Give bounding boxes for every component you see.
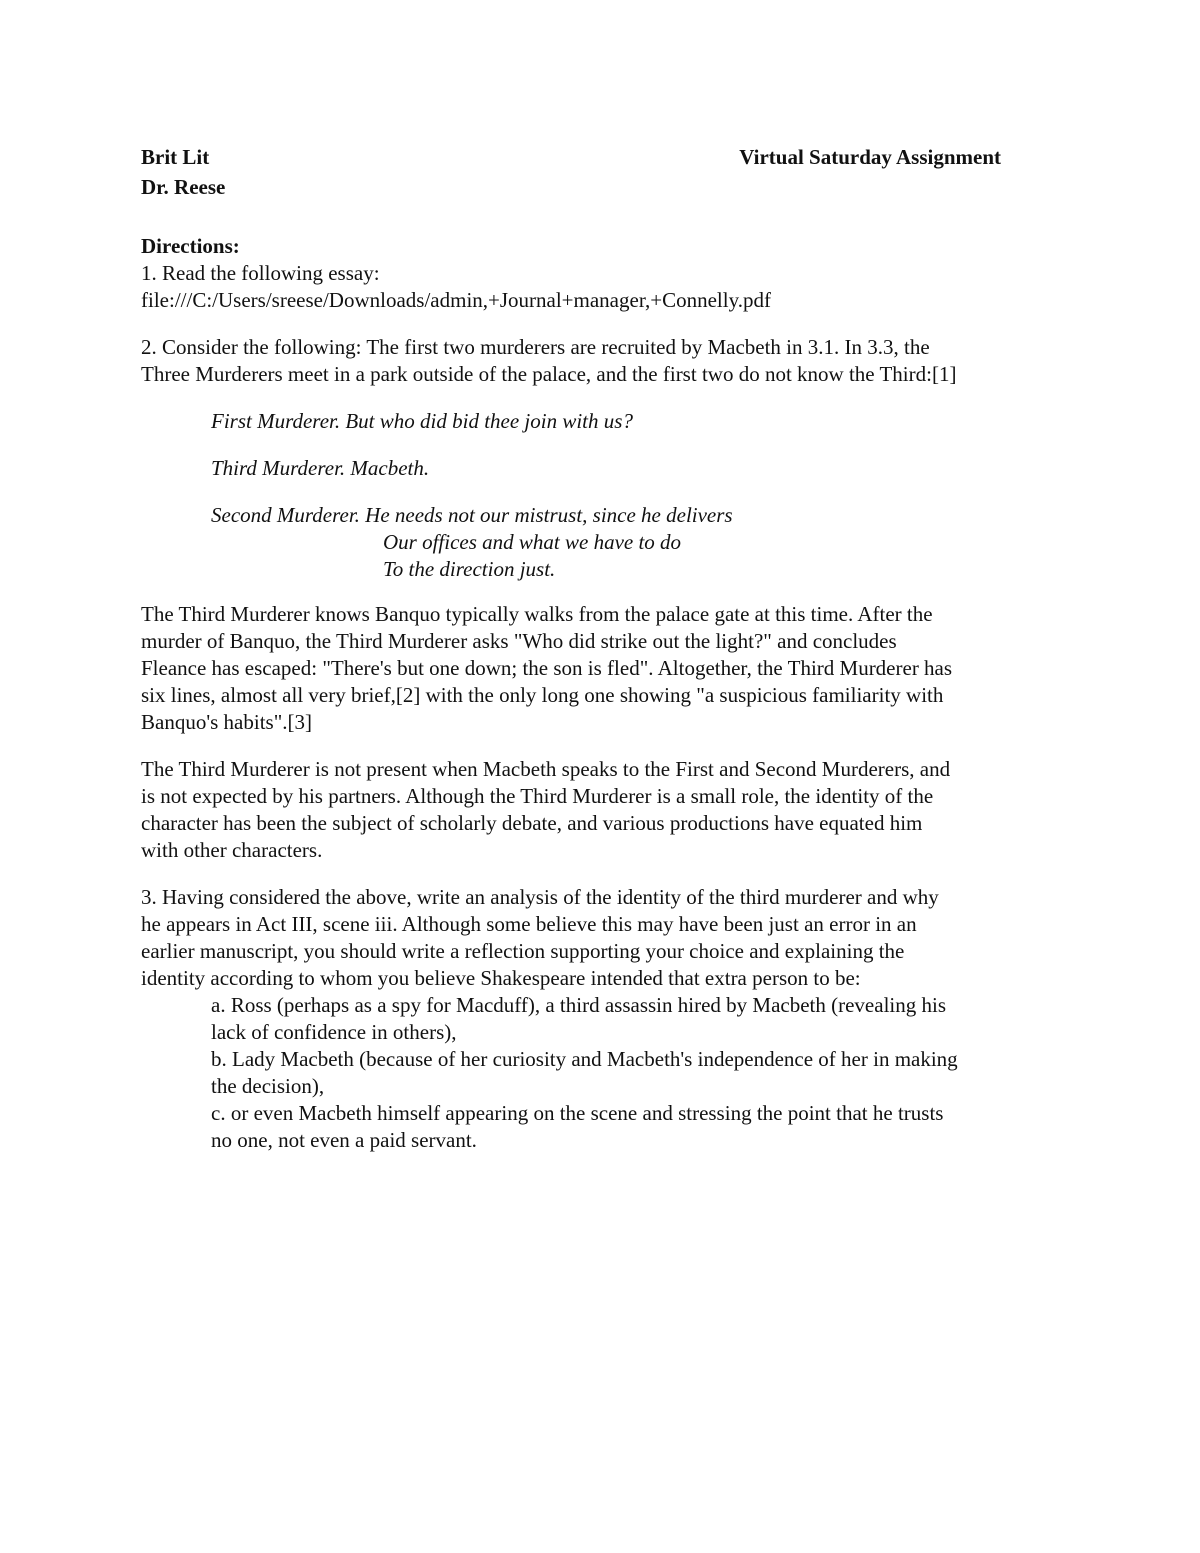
paragraph-line: Banquo's habits".[3] xyxy=(141,710,313,734)
step2-line1: 2. Consider the following: The first two murderers are recruited by Macbeth in 3.1. In 3.3, the xyxy=(141,335,930,359)
paragraph-line: he appears in Act III, scene iii. Although some believe this may have been just an error in an xyxy=(141,912,917,936)
paragraph-scholarly-debate xyxy=(141,756,1061,864)
instructor-name: Dr. Reese xyxy=(141,175,226,199)
paragraph-line: The Third Murderer knows Banquo typically walks from the palace gate at this time. After the xyxy=(141,602,933,626)
paragraph-line: six lines, almost all very brief,[2] with the only long one showing "a suspicious familiarity with xyxy=(141,683,944,707)
header-row xyxy=(141,142,1001,172)
paragraph-line: Fleance has escaped: "There's but one down; the son is fled". Altogether, the Third Murderer has xyxy=(141,656,953,680)
paragraph-line: 3. Having considered the above, write an analysis of the identity of the third murderer and why xyxy=(141,885,939,909)
option-ross-cont: lack of confidence in others), xyxy=(211,1020,457,1044)
option-macbeth: c. or even Macbeth himself appearing on the scene and stressing the point that he trusts xyxy=(211,1101,944,1125)
step1-line1: 1. Read the following essay: xyxy=(141,261,380,285)
paragraph-line: identity according to whom you believe Shakespeare intended that extra person to be: xyxy=(141,966,861,990)
essay-file-path: file:///C:/Users/sreese/Downloads/admin,+Journal+manager,+Connelly.pdf xyxy=(141,288,771,312)
paragraph-line: character has been the subject of scholarly debate, and various productions have equated him xyxy=(141,811,923,835)
course-title: Brit Lit xyxy=(141,145,210,169)
paragraph-line: The Third Murderer is not present when Macbeth speaks to the First and Second Murderers, and xyxy=(141,757,951,781)
paragraph-line: earlier manuscript, you should write a reflection supporting your choice and explaining the xyxy=(141,939,905,963)
step3-instructions xyxy=(141,884,1061,992)
paragraph-line: with other characters. xyxy=(141,838,323,862)
directions-heading: Directions: xyxy=(141,234,240,258)
paragraph-third-murderer-lines xyxy=(141,601,1061,736)
identity-options-list xyxy=(141,992,1061,1154)
quote-second-murderer-3: To the direction just. xyxy=(383,557,556,581)
paragraph-line: is not expected by his partners. Although the Third Murderer is a small role, the identity of the xyxy=(141,784,934,808)
option-macbeth-cont: no one, not even a paid servant. xyxy=(211,1128,477,1152)
quote-second-murderer-1: Second Murderer. He needs not our mistrust, since he delivers xyxy=(211,503,733,527)
option-lady-macbeth: b. Lady Macbeth (because of her curiosity and Macbeth's independence of her in making xyxy=(211,1047,958,1071)
option-ross: a. Ross (perhaps as a spy for Macduff), a third assassin hired by Macbeth (revealing his xyxy=(211,993,946,1017)
assignment-title: Virtual Saturday Assignment xyxy=(739,145,1001,169)
quote-second-murderer-2: Our offices and what we have to do xyxy=(383,530,682,554)
option-lady-macbeth-cont: the decision), xyxy=(211,1074,325,1098)
step2-line2: Three Murderers meet in a park outside of the palace, and the first two do not know the Third:[1] xyxy=(141,362,957,386)
document-page xyxy=(141,142,1061,1154)
quote-first-murderer: First Murderer. But who did bid thee join with us? xyxy=(211,409,633,433)
paragraph-line: murder of Banquo, the Third Murderer asks "Who did strike out the light?" and concludes xyxy=(141,629,897,653)
quote-third-murderer: Third Murderer. Macbeth. xyxy=(211,456,430,480)
